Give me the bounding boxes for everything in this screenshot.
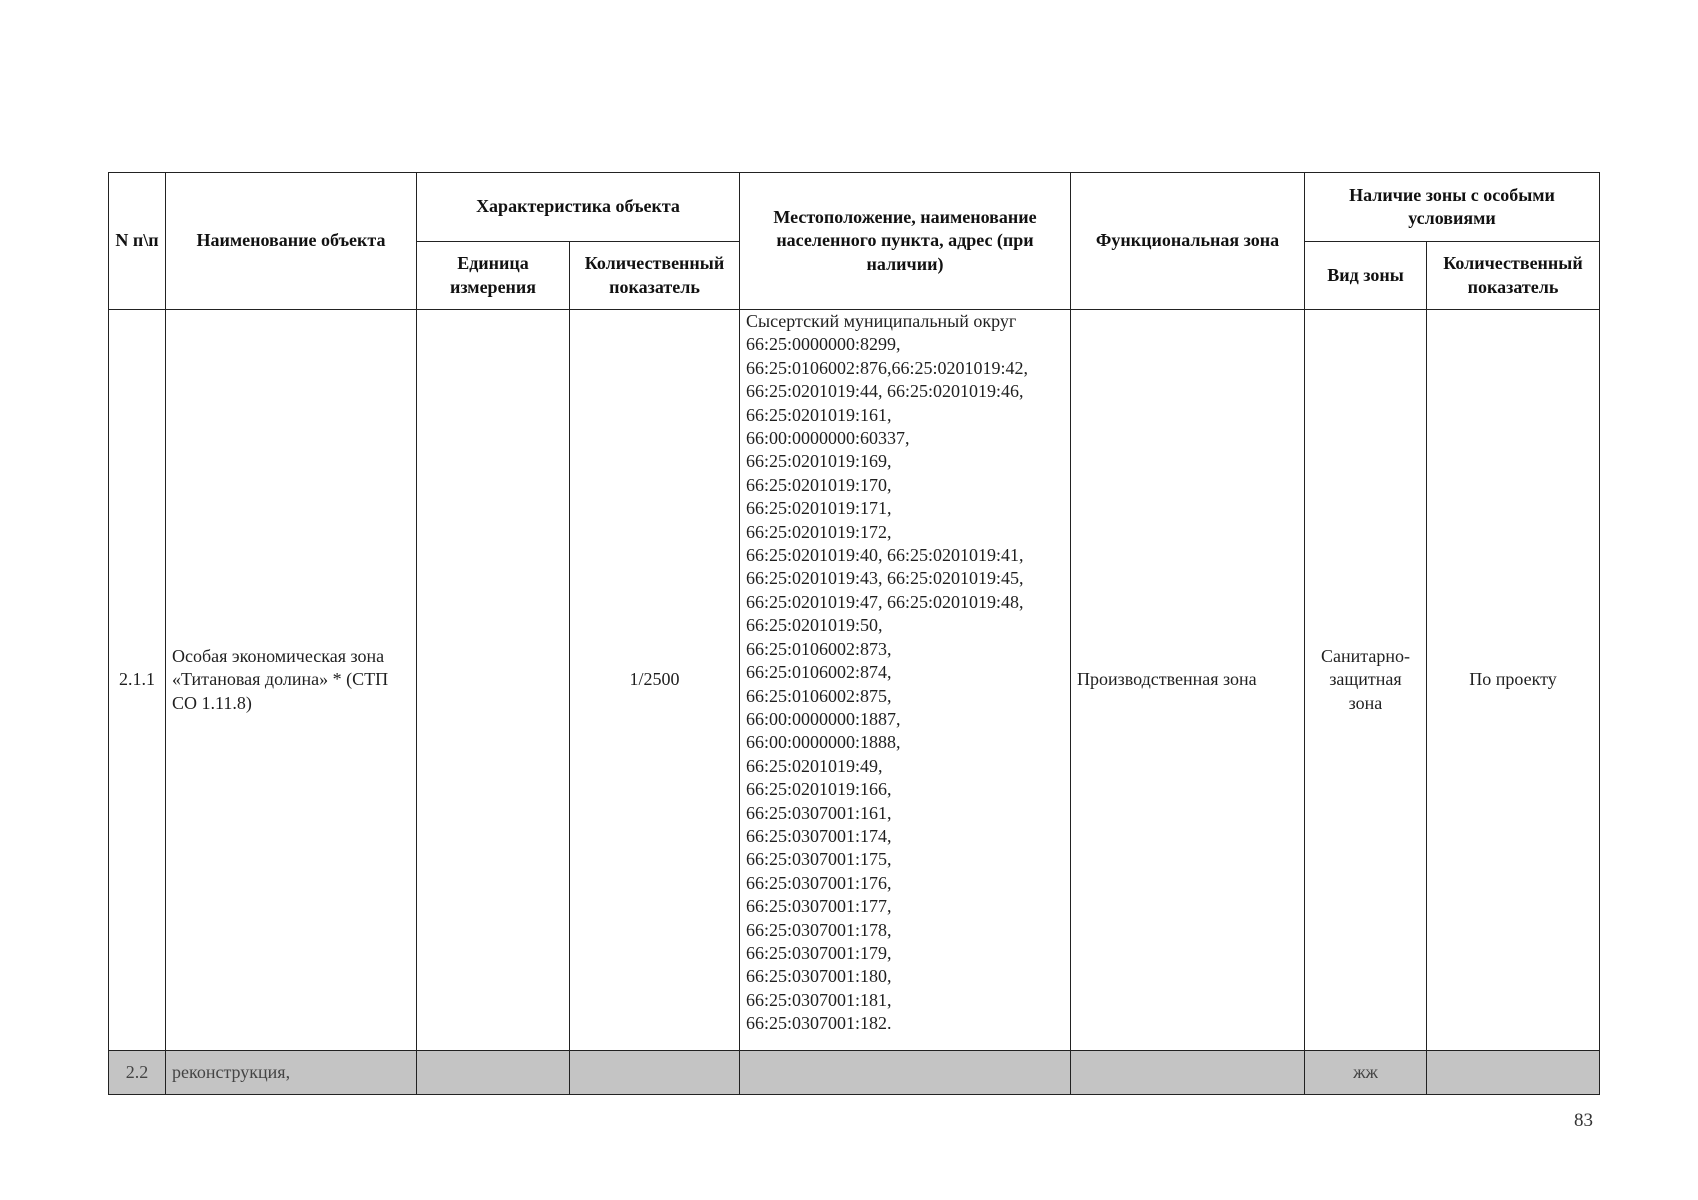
location-line: 66:25:0201019:166, [746,779,892,800]
row-func-zone [1071,1051,1305,1095]
location-line: 66:25:0201019:40, 66:25:0201019:41, [746,545,1024,566]
location-line: 66:25:0307001:176, [746,872,892,893]
location-line: Сысертский муниципальный округ [746,311,1017,331]
location-line: 66:25:0201019:161, [746,404,892,425]
location-line: 66:25:0201019:43, 66:25:0201019:45, [746,568,1024,589]
row-zone-quantity: По проекту [1427,310,1600,1051]
row-quantity: 1/2500 [570,310,740,1051]
location-line: 66:25:0201019:172, [746,521,892,542]
location-line: 66:25:0201019:171, [746,498,892,519]
header-special-zone: Наличие зоны с особыми условиями [1305,173,1600,242]
object-table [108,172,1600,1095]
location-line: 66:25:0307001:175, [746,849,892,870]
location-line: 66:25:0201019:50, [746,615,883,636]
row-location [740,1051,1071,1095]
location-line: 66:25:0201019:169, [746,451,892,472]
header-characteristics: Характеристика объекта [417,173,740,242]
row-quantity [570,1051,740,1095]
location-line: 66:25:0201019:47, 66:25:0201019:48, [746,591,1024,612]
row-num: 2.2 [109,1051,166,1095]
location-line: 66:25:0000000:8299, [746,334,901,355]
table-row [109,1051,1600,1095]
location-line: 66:25:0307001:161, [746,802,892,823]
header-num: N п\п [109,173,166,310]
location-line: 66:25:0106002:873, [746,638,892,659]
row-zone-type: Санитарно-защитная зона [1305,310,1427,1051]
table-row [109,310,1600,1051]
row-unit [417,310,570,1051]
header-zone-type: Вид зоны [1305,242,1427,310]
header-name: Наименование объекта [166,173,417,310]
location-line: 66:25:0106002:874, [746,662,892,683]
location-line: 66:25:0307001:180, [746,966,892,987]
row-func-zone: Производственная зона [1071,310,1305,1051]
location-line: 66:25:0307001:179, [746,942,892,963]
row-name: реконструкция, [166,1051,417,1095]
page-number: 83 [1574,1110,1593,1131]
location-line: 66:00:0000000:1887, [746,708,901,729]
row-location [740,310,1071,1051]
location-line: 66:25:0201019:170, [746,474,892,495]
row-unit [417,1051,570,1095]
row-name: Особая экономическая зона «Титановая долина» * (СТП СО 1.11.8) [166,310,417,1051]
location-line: 66:25:0106002:875, [746,685,892,706]
row-num: 2.1.1 [109,310,166,1051]
location-line: 66:25:0201019:49, [746,755,883,776]
header-quantity: Количественный показатель [570,242,740,310]
location-line: 66:25:0307001:182. [746,1013,892,1034]
header-func-zone: Функциональная зона [1071,173,1305,310]
location-line: 66:25:0106002:876,66:25:0201019:42, [746,357,1029,378]
location-line: 66:25:0307001:177, [746,896,892,917]
row-zone-quantity [1427,1051,1600,1095]
location-line: 66:25:0307001:178, [746,919,892,940]
row-zone-type: жж [1305,1051,1427,1095]
location-line: 66:25:0201019:44, 66:25:0201019:46, [746,381,1024,402]
header-unit: Единица измерения [417,242,570,310]
header-zone-quantity: Количественный показатель [1427,242,1600,310]
header-location: Местоположение, наименование населенного пункта, адрес (при наличии) [740,173,1071,310]
location-line: 66:25:0307001:174, [746,825,892,846]
location-line: 66:25:0307001:181, [746,989,892,1010]
location-line: 66:00:0000000:60337, [746,428,910,449]
location-line: 66:00:0000000:1888, [746,732,901,753]
